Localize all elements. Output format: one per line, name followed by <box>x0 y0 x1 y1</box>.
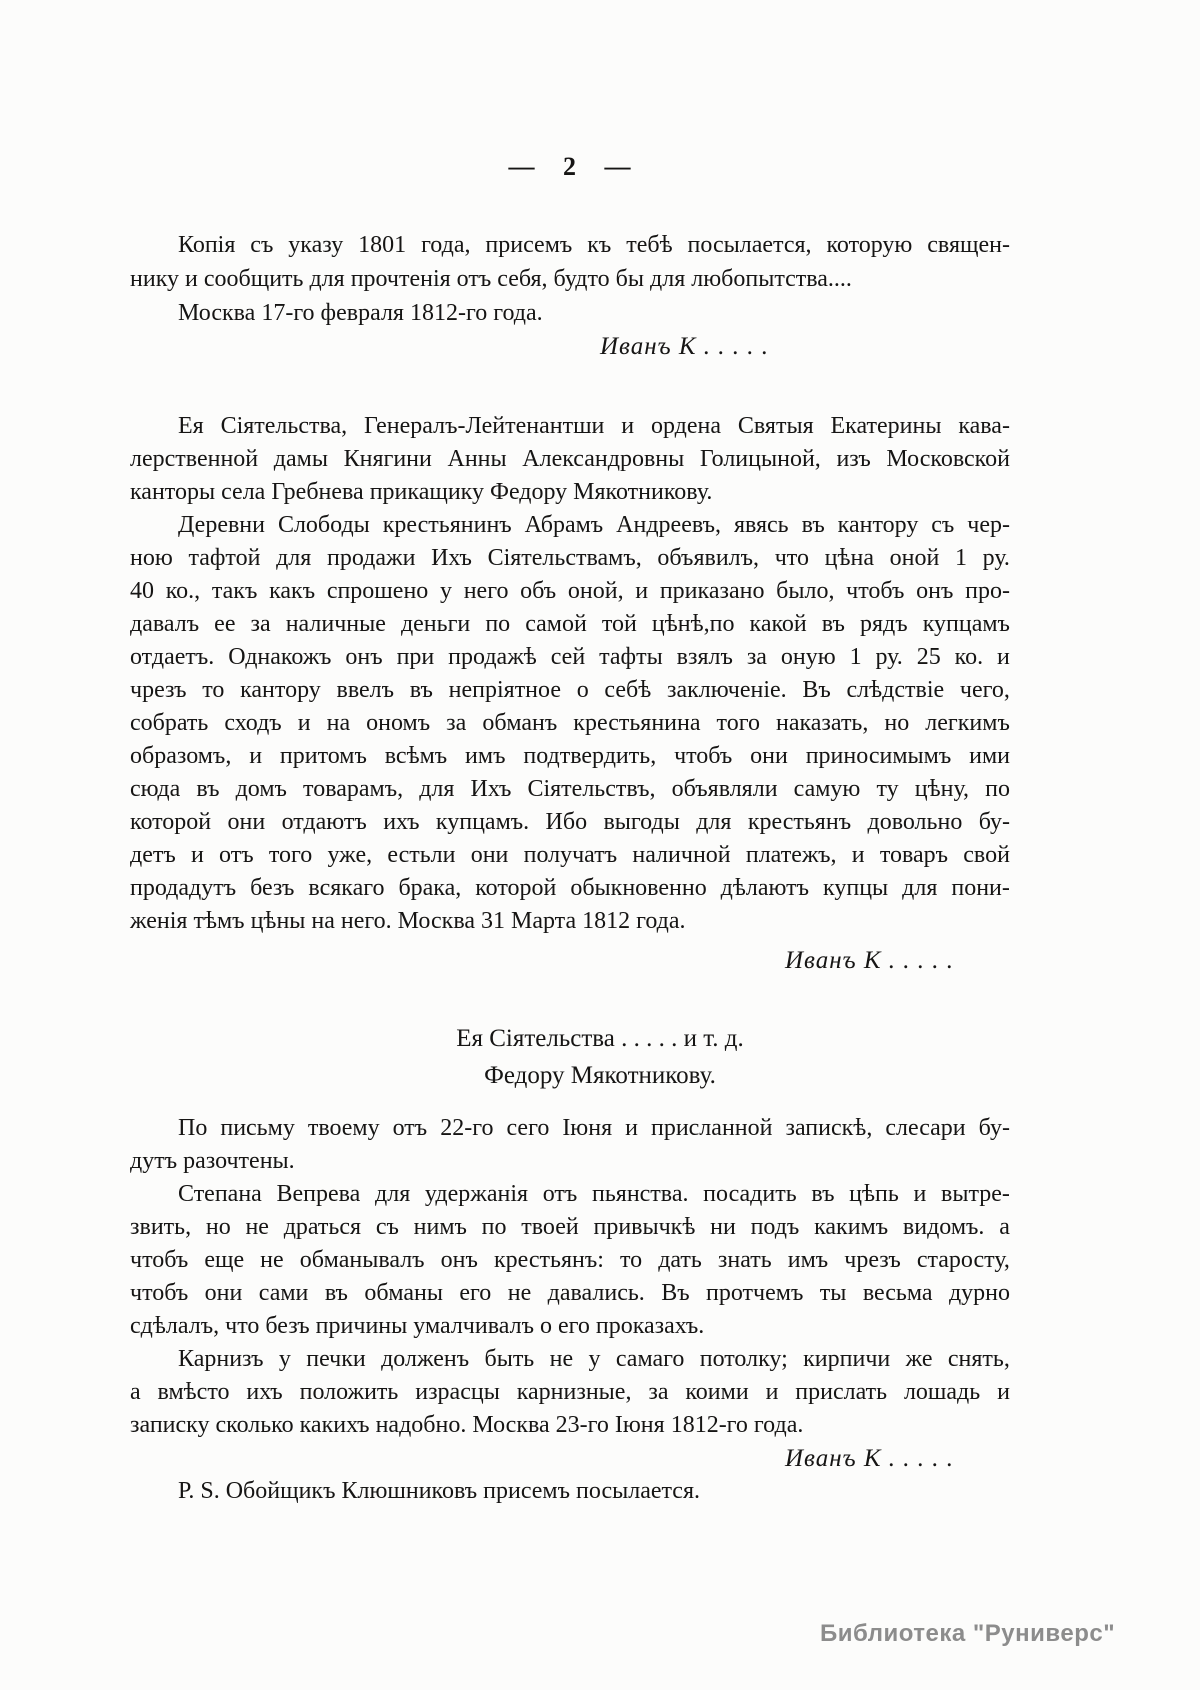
text-line: собрать сходъ и на ономъ за обманъ крестьянина того наказать, но легкимъ <box>130 710 1010 736</box>
signature: Иванъ К . . . . . <box>600 333 769 360</box>
text-line: нику и сообщить для прочтенія отъ себя, будто бы для любопытства.... <box>130 266 852 292</box>
text-line: ною тафтой для продажи Ихъ Сіятельствамъ, объявилъ, что цѣна оной 1 ру. <box>130 545 1010 571</box>
signature: Иванъ К . . . . . <box>785 947 954 974</box>
text-line: дутъ разочтены. <box>130 1148 295 1174</box>
page-number: — 2 — <box>508 152 632 181</box>
text-line: 40 ко., такъ какъ спрошено у него объ оной, и приказано было, чтобъ онъ про- <box>130 578 1010 604</box>
letter-block-2 <box>130 410 1010 977</box>
postscript-line: Р. S. Обойщикъ Клюшниковъ присемъ посылается. <box>178 1478 700 1504</box>
letter-block-1 <box>130 228 1010 364</box>
signature: Иванъ К . . . . . <box>785 1445 954 1472</box>
text-line: Степана Вепрева для удержанія отъ пьянства. посадить въ цѣпь и вытре- <box>178 1181 1010 1207</box>
text-line dateline: Москва 17-го февраля 1812-го года. <box>178 300 543 326</box>
text-line: По письму твоему отъ 22-го сего Іюня и присланной запискѣ, слесари бу- <box>178 1115 1010 1141</box>
text-line: чрезъ то кантору ввелъ въ непріятное о себѣ заключеніе. Въ слѣдствіе чего, <box>130 677 1010 703</box>
text-line: образомъ, и притомъ всѣмъ имъ подтвердить, чтобъ они приносимымъ ими <box>130 743 1010 769</box>
text-line: отдаетъ. Однакожъ онъ при продажѣ сей тафты взялъ за оную 1 ру. 25 ко. и <box>130 644 1010 670</box>
letter-address-heading <box>130 1020 1070 1094</box>
text-line: женія тѣмъ цѣны на него. Москва 31 Марта 1812 года. <box>130 908 686 934</box>
text-line: записку сколько какихъ надобно. Москва 23-го Іюня 1812-го года. <box>130 1412 804 1438</box>
text-line: чтобъ еще не обманывалъ онъ крестьянъ: то дать знать имъ чрезъ старосту, <box>130 1247 1010 1273</box>
text-line: сюда въ домъ товарамъ, для Ихъ Сіятельствъ, объявляли самую ту цѣну, по <box>130 776 1010 802</box>
text-line: чтобъ они сами въ обманы его не давались. Въ протчемъ ты весьма дурно <box>130 1280 1010 1306</box>
text-line: канторы села Гребнева прикащику Федору Мякотникову. <box>130 479 713 505</box>
text-line: а вмѣсто ихъ положить израсцы карнизные, за коими и прислать лошадь и <box>130 1379 1010 1405</box>
text-line: Деревни Слободы крестьянинъ Абрамъ Андреевъ, явясь въ кантору съ чер- <box>178 512 1010 538</box>
text-line: звить, но не драться съ нимъ по твоей привычкѣ ни подъ какимъ видомъ. а <box>130 1214 1010 1240</box>
text-line: Карнизъ у печки долженъ быть не у самаго потолку; кирпичи же снять, <box>178 1346 1010 1372</box>
text-line: сдѣлалъ, что безъ причины умалчивалъ о его проказахъ. <box>130 1313 705 1339</box>
text-line: которой они отдаютъ ихъ купцамъ. Ибо выгоды для крестьянъ довольно бу- <box>130 809 1010 835</box>
library-watermark: Библиотека "Руниверс" <box>820 1620 1116 1647</box>
text-line: давалъ ее за наличные деньги по самой той цѣнѣ,по какой въ рядъ купцамъ <box>130 611 1010 637</box>
letter-block-3 <box>130 1112 1010 1508</box>
text-line: Ея Сіятельства, Генералъ-Лейтенантши и ордена Святыя Екатерины кава- <box>178 413 1010 439</box>
heading-line: Ея Сіятельства . . . . . и т. д. <box>456 1025 744 1052</box>
text-line: продадутъ безъ всякаго брака, которой обыкновенно дѣлаютъ купцы для пони- <box>130 875 1010 901</box>
text-line: лерственной дамы Княгини Анны Александровны Голицыной, изъ Московской <box>130 446 1010 472</box>
text-line: Копія съ указу 1801 года, присемъ къ тебѣ посылается, которую священ- <box>178 232 1010 258</box>
heading-line: Федору Мякотникову. <box>484 1062 716 1089</box>
text-line: детъ и отъ того уже, естьли они получатъ наличной платежъ, и товаръ свой <box>130 842 1010 868</box>
